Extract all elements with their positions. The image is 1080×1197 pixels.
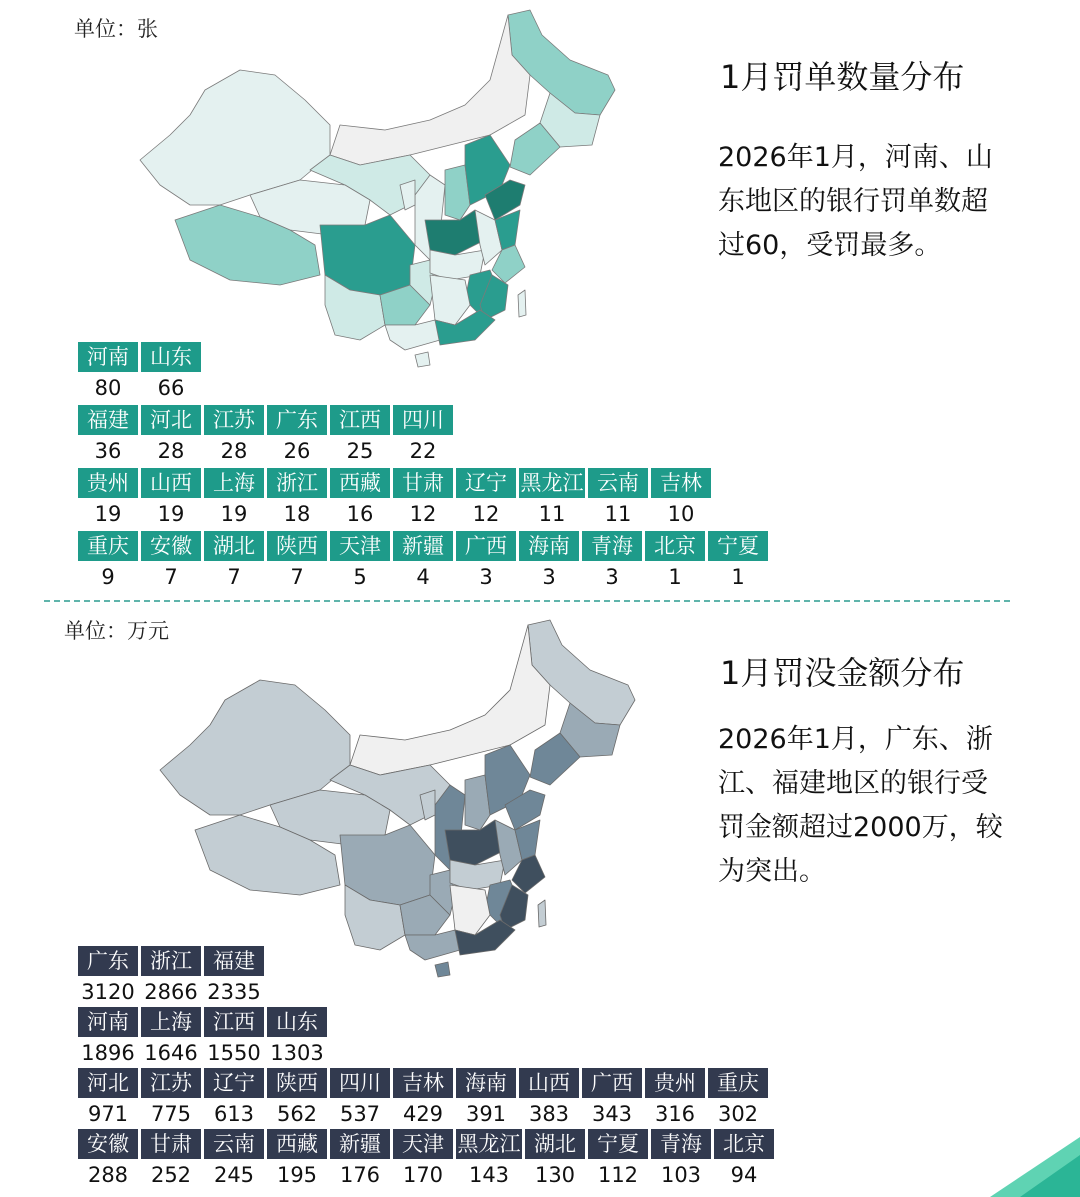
province-value: 429 xyxy=(402,1102,444,1126)
province-label: 甘肃 xyxy=(393,468,453,498)
province-label: 北京 xyxy=(645,531,705,561)
province-value: 343 xyxy=(591,1102,633,1126)
province-value: 971 xyxy=(87,1102,129,1126)
province-value: 28 xyxy=(157,439,185,463)
region-hainan xyxy=(435,962,450,977)
province-value: 66 xyxy=(157,376,185,400)
province-label: 山东 xyxy=(141,342,201,372)
province-label: 新疆 xyxy=(393,531,453,561)
province-value: 775 xyxy=(150,1102,192,1126)
province-label: 广东 xyxy=(267,405,327,435)
province-label: 安徽 xyxy=(78,1129,138,1159)
province-label: 海南 xyxy=(456,1068,516,1098)
region-hunan xyxy=(430,275,470,325)
province-value: 1 xyxy=(731,565,745,589)
province-label: 陕西 xyxy=(267,1068,327,1098)
province-label: 贵州 xyxy=(645,1068,705,1098)
province-label: 上海 xyxy=(204,468,264,498)
province-value: 537 xyxy=(339,1102,381,1126)
province-value: 10 xyxy=(667,502,695,526)
province-value: 1896 xyxy=(81,1041,135,1065)
province-value: 130 xyxy=(534,1163,576,1187)
province-label: 湖北 xyxy=(525,1129,585,1159)
province-label: 山西 xyxy=(141,468,201,498)
province-label: 浙江 xyxy=(267,468,327,498)
province-value: 9 xyxy=(101,565,115,589)
province-label: 西藏 xyxy=(330,468,390,498)
province-value: 1646 xyxy=(144,1041,198,1065)
province-label: 广西 xyxy=(582,1068,642,1098)
province-value: 302 xyxy=(717,1102,759,1126)
province-value: 19 xyxy=(94,502,122,526)
province-label: 河南 xyxy=(78,342,138,372)
province-label: 湖北 xyxy=(204,531,264,561)
region-hainan xyxy=(415,352,430,367)
province-value: 5 xyxy=(353,565,367,589)
province-value: 22 xyxy=(409,439,437,463)
province-value: 12 xyxy=(472,502,500,526)
province-label: 山东 xyxy=(267,1007,327,1037)
province-value: 252 xyxy=(150,1163,192,1187)
province-label: 北京 xyxy=(714,1129,774,1159)
province-value: 3 xyxy=(479,565,493,589)
province-label: 黑龙江 xyxy=(519,468,585,498)
province-value: 12 xyxy=(409,502,437,526)
province-label: 重庆 xyxy=(78,531,138,561)
province-value: 1303 xyxy=(270,1041,324,1065)
province-label: 云南 xyxy=(204,1129,264,1159)
province-label: 江西 xyxy=(204,1007,264,1037)
province-label: 青海 xyxy=(582,531,642,561)
province-value: 11 xyxy=(538,502,566,526)
province-label: 贵州 xyxy=(78,468,138,498)
province-label: 江苏 xyxy=(204,405,264,435)
province-value: 19 xyxy=(157,502,185,526)
unit-label-amount: 单位：万元 xyxy=(64,619,169,643)
province-value: 7 xyxy=(164,565,178,589)
section-divider xyxy=(44,600,1010,602)
province-label: 青海 xyxy=(651,1129,711,1159)
region-taiwan xyxy=(538,900,546,927)
province-value: 19 xyxy=(220,502,248,526)
province-value: 3120 xyxy=(81,980,135,1004)
province-label: 四川 xyxy=(393,405,453,435)
province-label: 福建 xyxy=(204,946,264,976)
province-label: 新疆 xyxy=(330,1129,390,1159)
province-value: 2335 xyxy=(207,980,261,1004)
province-label: 黑龙江 xyxy=(456,1129,522,1159)
province-label: 江西 xyxy=(330,405,390,435)
province-value: 176 xyxy=(339,1163,381,1187)
province-value: 2866 xyxy=(144,980,198,1004)
province-label: 福建 xyxy=(78,405,138,435)
province-value: 11 xyxy=(604,502,632,526)
province-label: 宁夏 xyxy=(588,1129,648,1159)
region-neimenggu xyxy=(350,625,550,775)
province-value: 26 xyxy=(283,439,311,463)
province-label: 吉林 xyxy=(651,468,711,498)
province-value: 1550 xyxy=(207,1041,261,1065)
province-label: 重庆 xyxy=(708,1068,768,1098)
chart-title-count: 1月罚单数量分布 xyxy=(720,58,965,96)
province-value: 18 xyxy=(283,502,311,526)
province-label: 山西 xyxy=(519,1068,579,1098)
province-label: 吉林 xyxy=(393,1068,453,1098)
province-value: 613 xyxy=(213,1102,255,1126)
province-label: 陕西 xyxy=(267,531,327,561)
province-value: 1 xyxy=(668,565,682,589)
province-value: 112 xyxy=(597,1163,639,1187)
province-value: 288 xyxy=(87,1163,129,1187)
province-value: 562 xyxy=(276,1102,318,1126)
province-label: 天津 xyxy=(330,531,390,561)
province-label: 广西 xyxy=(456,531,516,561)
province-value: 25 xyxy=(346,439,374,463)
province-value: 7 xyxy=(227,565,241,589)
province-value: 316 xyxy=(654,1102,696,1126)
province-label: 广东 xyxy=(78,946,138,976)
province-label: 宁夏 xyxy=(708,531,768,561)
chart-title-amount: 1月罚没金额分布 xyxy=(720,654,965,692)
region-taiwan xyxy=(518,290,526,317)
region-neimenggu xyxy=(330,15,530,165)
province-label: 上海 xyxy=(141,1007,201,1037)
province-label: 辽宁 xyxy=(456,468,516,498)
province-label: 安徽 xyxy=(141,531,201,561)
province-label: 西藏 xyxy=(267,1129,327,1159)
province-value: 16 xyxy=(346,502,374,526)
chart-description-amount: 2026年1月，广东、浙 江、福建地区的银行受 罚金额超过2000万，较 为突出。 xyxy=(718,724,1003,887)
province-value: 94 xyxy=(730,1163,758,1187)
province-label: 甘肃 xyxy=(141,1129,201,1159)
province-label: 河南 xyxy=(78,1007,138,1037)
province-value: 245 xyxy=(213,1163,255,1187)
province-label: 浙江 xyxy=(141,946,201,976)
province-value: 195 xyxy=(276,1163,318,1187)
province-value: 103 xyxy=(660,1163,702,1187)
province-value: 36 xyxy=(94,439,122,463)
chart-description-count: 2026年1月，河南、山 东地区的银行罚单数超 过60，受罚最多。 xyxy=(718,142,993,261)
province-label: 河北 xyxy=(141,405,201,435)
province-value: 143 xyxy=(468,1163,510,1187)
province-label: 天津 xyxy=(393,1129,453,1159)
province-value: 383 xyxy=(528,1102,570,1126)
province-label: 江苏 xyxy=(141,1068,201,1098)
region-hunan xyxy=(450,885,490,935)
province-label: 海南 xyxy=(519,531,579,561)
province-label: 四川 xyxy=(330,1068,390,1098)
province-value: 28 xyxy=(220,439,248,463)
province-value: 3 xyxy=(605,565,619,589)
province-value: 170 xyxy=(402,1163,444,1187)
province-value: 391 xyxy=(465,1102,507,1126)
province-label: 云南 xyxy=(588,468,648,498)
corner-decoration xyxy=(990,1137,1080,1197)
province-value: 7 xyxy=(290,565,304,589)
province-label: 辽宁 xyxy=(204,1068,264,1098)
china-map-count xyxy=(130,5,630,395)
province-label: 河北 xyxy=(78,1068,138,1098)
province-value: 80 xyxy=(94,376,122,400)
province-value: 4 xyxy=(416,565,430,589)
unit-label-count: 单位：张 xyxy=(74,17,158,41)
province-value: 3 xyxy=(542,565,556,589)
